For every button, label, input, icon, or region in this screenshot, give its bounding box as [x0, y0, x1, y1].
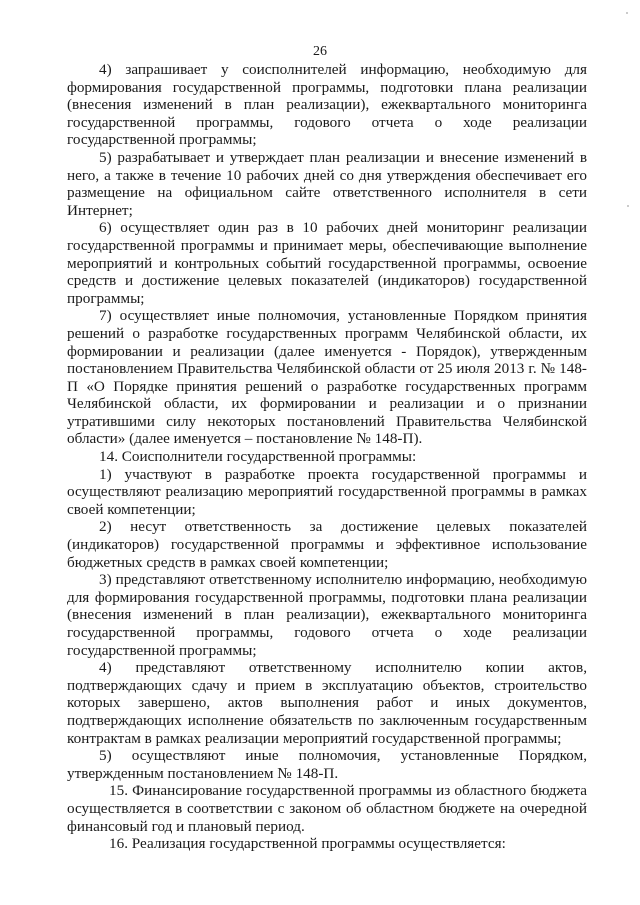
paragraph-section-14-heading: 14. Соисполнители государственной программы: — [99, 448, 417, 466]
paragraph-item-7-other-powers: 7) осуществляет иные полномочия, установленные Порядком принятия решений о разработке государственных программ Челябинской области, их формировании и реализации (далее именуется - Порядок), утвержденным постановлением Правительства Челябинской области от 25 июля 2013 г. № 148-П «О Порядке принятия решений о разработке государственных программ Челябинской области, их формировании и реализации и о признании утратившими силу некоторых постановлений Правительства Челябинской области» (далее именуется – постановление № 148-П). — [67, 307, 587, 448]
paragraph-coexecutor-item-4: 4) представляют ответственному исполнителю копии актов, подтверждающих сдачу и прием в эксплуатацию объектов, строительство которых завершено, актов выполнения работ и иных документов, подтверждающих исполнение обязательств по заключенным государственным контрактам в рамках реализации мероприятий государственной программы; — [67, 659, 587, 747]
scan-speck-right — [627, 205, 629, 207]
paragraph-item-4-request-info: 4) запрашивает у соисполнителей информацию, необходимую для формирования государственной программы, подготовки плана реализации (внесения изменений в план реализации), ежеквартального мониторинга государственной программы, годового отчета о ходе реализации государственной программы; — [67, 61, 587, 149]
paragraph-coexecutor-item-1: 1) участвуют в разработке проекта государственной программы и осуществляют реализацию мероприятий государственной программы в рамках своей компетенции; — [67, 465, 587, 518]
document-body — [67, 61, 587, 853]
scan-speck-top — [626, 12, 628, 14]
paragraph-section-16-implementation: 16. Реализация государственной программы осуществляется: — [109, 835, 506, 853]
paragraph-section-15-financing: 15. Финансирование государственной программы из областного бюджета осуществляется в соответствии с законом об областном бюджете на очередной финансовый год и плановый период. — [67, 782, 587, 835]
paragraph-item-6-monitoring: 6) осуществляет один раз в 10 рабочих дней мониторинг реализации государственной программы и принимает меры, обеспечивающие выполнение мероприятий и контрольных событий государственной программы, освоение средств и достижение целевых показателей (индикаторов) государственной программы; — [67, 219, 587, 307]
paragraph-coexecutor-item-2: 2) несут ответственность за достижение целевых показателей (индикаторов) государственной программы и эффективное использование бюджетных средств в рамках своей компетенции; — [67, 518, 587, 571]
paragraph-coexecutor-item-3: 3) представляют ответственному исполнителю информацию, необходимую для формирования государственной программы, подготовки плана реализации (внесения изменений в план реализации), ежеквартального мониторинга государственной программы, годового отчета о ходе реализации государственной программы; — [67, 571, 587, 659]
paragraph-item-5-implementation-plan: 5) разрабатывает и утверждает план реализации и внесение изменений в него, а также в течение 10 рабочих дней со дня утверждения обеспечивает его размещение на официальном сайте ответственного исполнителя в сети Интернет; — [67, 148, 587, 219]
page-number: 26 — [313, 44, 327, 59]
paragraph-coexecutor-item-5: 5) осуществляют иные полномочия, установленные Порядком, утвержденным постановлением № 148-П. — [67, 747, 587, 782]
